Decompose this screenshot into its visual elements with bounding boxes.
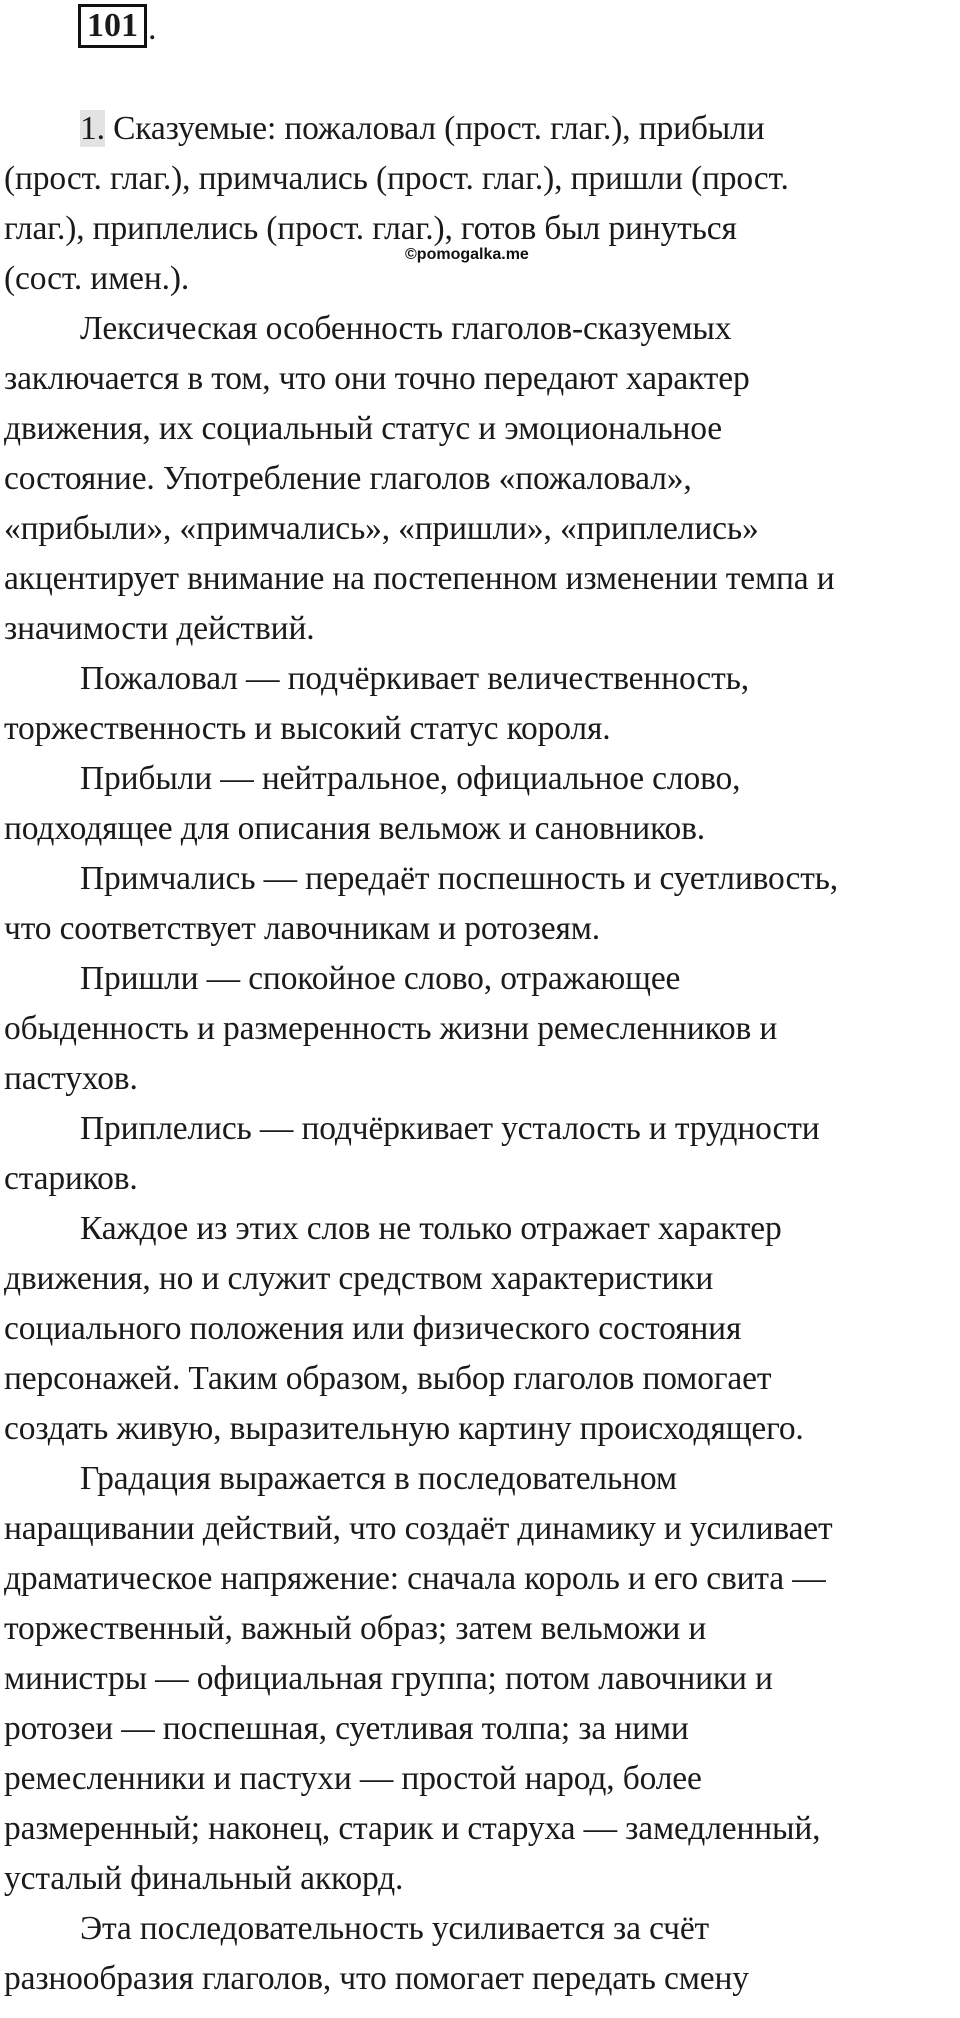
task-number-box: 101 xyxy=(78,4,147,48)
text-line: ремесленники и пастухи — простой народ, более xyxy=(4,1760,702,1797)
item-marker: 1. xyxy=(80,110,105,147)
text-line: стариков. xyxy=(4,1160,138,1197)
text-line: разнообразия глаголов, что помогает передать смену xyxy=(4,1960,749,1997)
text-line: Лексическая особенность глаголов-сказуемых xyxy=(80,310,732,347)
text-line: торжественный, важный образ; затем вельможи и xyxy=(4,1610,707,1647)
text-line: (прост. глаг.), примчались (прост. глаг.), пришли (прост. xyxy=(4,160,789,197)
text-line: Примчались — передаёт поспешность и суетливость, xyxy=(80,860,839,897)
text-line: обыденность и размеренность жизни ремесленников и xyxy=(4,1010,778,1047)
text-line: акцентирует внимание на постепенном изменении темпа и xyxy=(4,560,835,597)
text-line: драматическое напряжение: сначала король и его свита — xyxy=(4,1560,826,1597)
text-line: размеренный; наконец, старик и старуха — замедленный, xyxy=(4,1810,821,1847)
text-line: состояние. Употребление глаголов «пожаловал», xyxy=(4,460,692,497)
text-line: значимости действий. xyxy=(4,610,315,647)
text-line: «прибыли», «примчались», «пришли», «приплелись» xyxy=(4,510,759,547)
text-line: Прибыли — нейтральное, официальное слово, xyxy=(80,760,741,797)
text-line: Пожаловал — подчёркивает величественность, xyxy=(80,660,749,697)
answer-text xyxy=(4,104,960,2004)
task-number-dot: . xyxy=(148,10,157,47)
text-line: торжественность и высокий статус короля. xyxy=(4,710,611,747)
text-line: движения, но и служит средством характеристики xyxy=(4,1260,714,1297)
text-line-content: Сказуемые: пожаловал (прост. глаг.), прибыли xyxy=(113,110,765,147)
text-line: глаг.), приплелись (прост. глаг.), готов был ринуться xyxy=(4,210,737,247)
text-line: Градация выражается в последовательном xyxy=(80,1460,677,1497)
task-number xyxy=(78,4,157,48)
text-line: движения, их социальный статус и эмоциональное xyxy=(4,410,722,447)
text-line: Пришли — спокойное слово, отражающее xyxy=(80,960,681,997)
text-line: Каждое из этих слов не только отражает характер xyxy=(80,1210,782,1247)
text-line: создать живую, выразительную картину происходящего. xyxy=(4,1410,804,1447)
text-line: усталый финальный аккорд. xyxy=(4,1860,404,1897)
text-line: заключается в том, что они точно передают характер xyxy=(4,360,750,397)
text-line: ротозеи — поспешная, суетливая толпа; за ними xyxy=(4,1710,689,1747)
text-line: пастухов. xyxy=(4,1060,138,1097)
text-line: Приплелись — подчёркивает усталость и трудности xyxy=(80,1110,820,1147)
text-line: социального положения или физического состояния xyxy=(4,1310,742,1347)
text-line: подходящее для описания вельмож и сановников. xyxy=(4,810,706,847)
text-line: Эта последовательность усиливается за счёт xyxy=(80,1910,710,1947)
text-line: что соответствует лавочникам и ротозеям. xyxy=(4,910,601,947)
text-line xyxy=(4,104,960,154)
text-line: министры — официальная группа; потом лавочники и xyxy=(4,1660,773,1697)
text-line: наращивании действий, что создаёт динамику и усиливает xyxy=(4,1510,833,1547)
text-line: (сост. имен.). xyxy=(4,260,190,297)
watermark: ©pomogalka.me xyxy=(405,246,529,263)
text-line: персонажей. Таким образом, выбор глаголов помогает xyxy=(4,1360,772,1397)
